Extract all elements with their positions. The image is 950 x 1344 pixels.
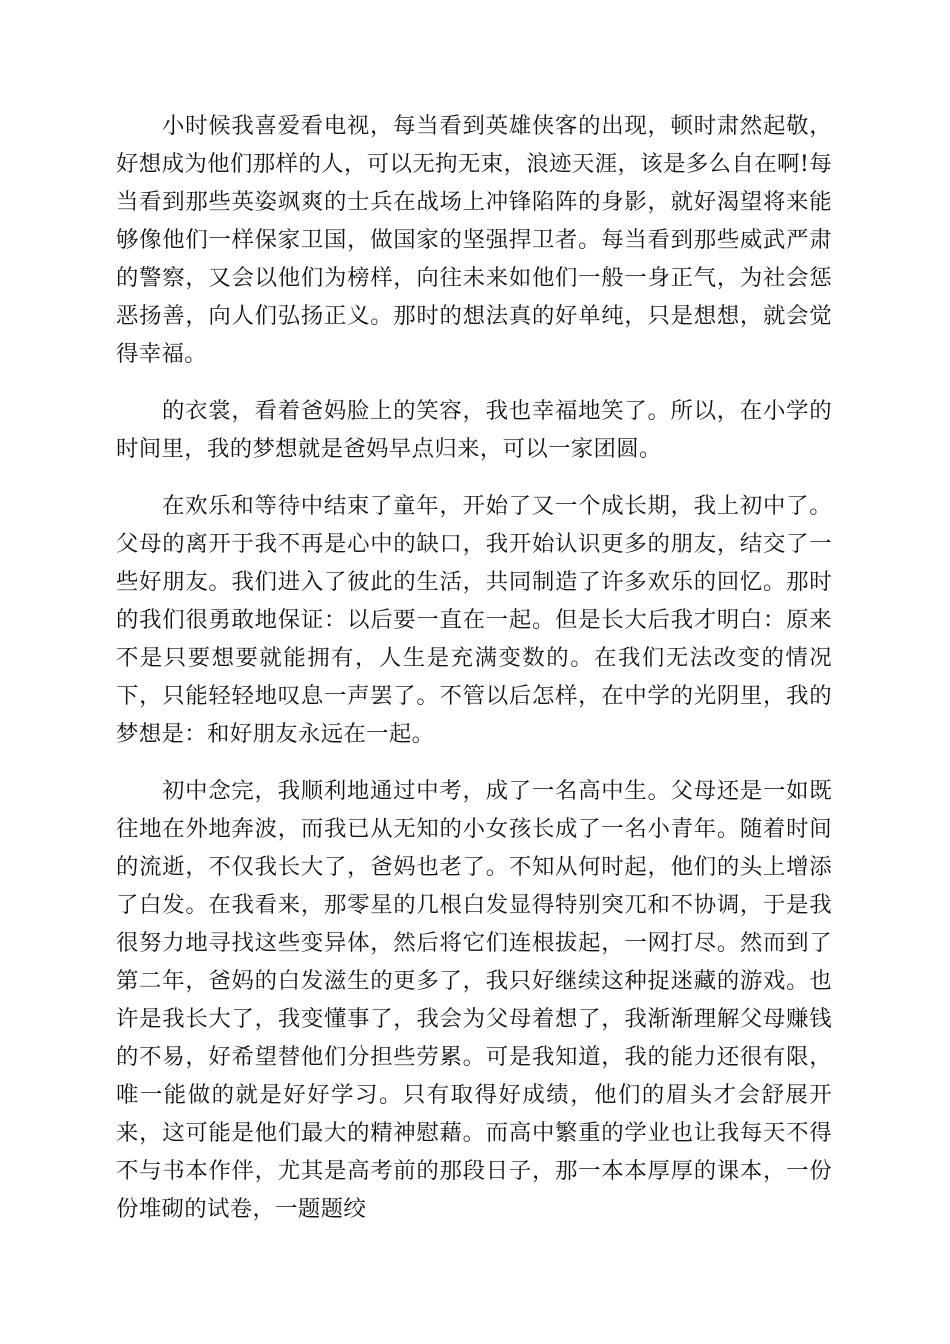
paragraph-senior-high: 初中念完，我顺利地通过中考，成了一名高中生。父母还是一如既往地在外地奔波，而我已从无知的小女孩长成了一名小青年。随着时间的流逝，不仅我长大了，爸妈也老了。不知从何时起，他们的头上增添了白发。在我看来，那零星的几根白发显得特别突兀和不协调，于是我很努力地寻找这些变异体，然后将它们连根拔起，一网打尽。然而到了第二年，爸妈的白发滋生的更多了，我只好继续这种捉迷藏的游戏。也许是我长大了，我变懂事了，我会为父母着想了，我渐渐理解父母赚钱的不易，好希望替他们分担些劳累。可是我知道，我的能力还很有限，唯一能做的就是好好学习。只有取得好成绩，他们的眉头才会舒展开来，这可能是他们最大的精神慰藉。而高中繁重的学业也让我每天不得不与书本作伴，尤其是高考前的那段日子，那一本本厚厚的课本，一份份堆砌的试卷，一题题绞 bbox=[116, 778, 832, 1222]
essay-body bbox=[116, 107, 832, 1228]
paragraph-family-reunion: 的衣裳，看着爸妈脸上的笑容，我也幸福地笑了。所以，在小学的时间里，我的梦想就是爸妈早点归来，可以一家团圆。 bbox=[116, 398, 832, 462]
paragraph-childhood-heroes: 小时候我喜爱看电视，每当看到英雄侠客的出现，顿时肃然起敬，好想成为他们那样的人，可以无拘无束，浪迹天涯，该是多么自在啊!每当看到那些英姿飒爽的士兵在战场上冲锋陷阵的身影，就好渴望将来能够像他们一样保家卫国，做国家的坚强捍卫者。每当看到那些威武严肃的警察，又会以他们为榜样，向往未来如他们一般一身正气，为社会惩恶扬善，向人们弘扬正义。那时的想法真的好单纯，只是想想，就会觉得幸福。 bbox=[116, 113, 832, 367]
paragraph-junior-high: 在欢乐和等待中结束了童年，开始了又一个成长期，我上初中了。父母的离开于我不再是心中的缺口，我开始认识更多的朋友，结交了一些好朋友。我们进入了彼此的生活，共同制造了许多欢乐的回忆。那时的我们很勇敢地保证：以后要一直在一起。但是长大后我才明白：原来不是只要想要就能拥有，人生是充满变数的。在我们无法改变的情况下，只能轻轻地叹息一声罢了。不管以后怎样，在中学的光阴里，我的梦想是：和好朋友永远在一起。 bbox=[116, 493, 832, 747]
